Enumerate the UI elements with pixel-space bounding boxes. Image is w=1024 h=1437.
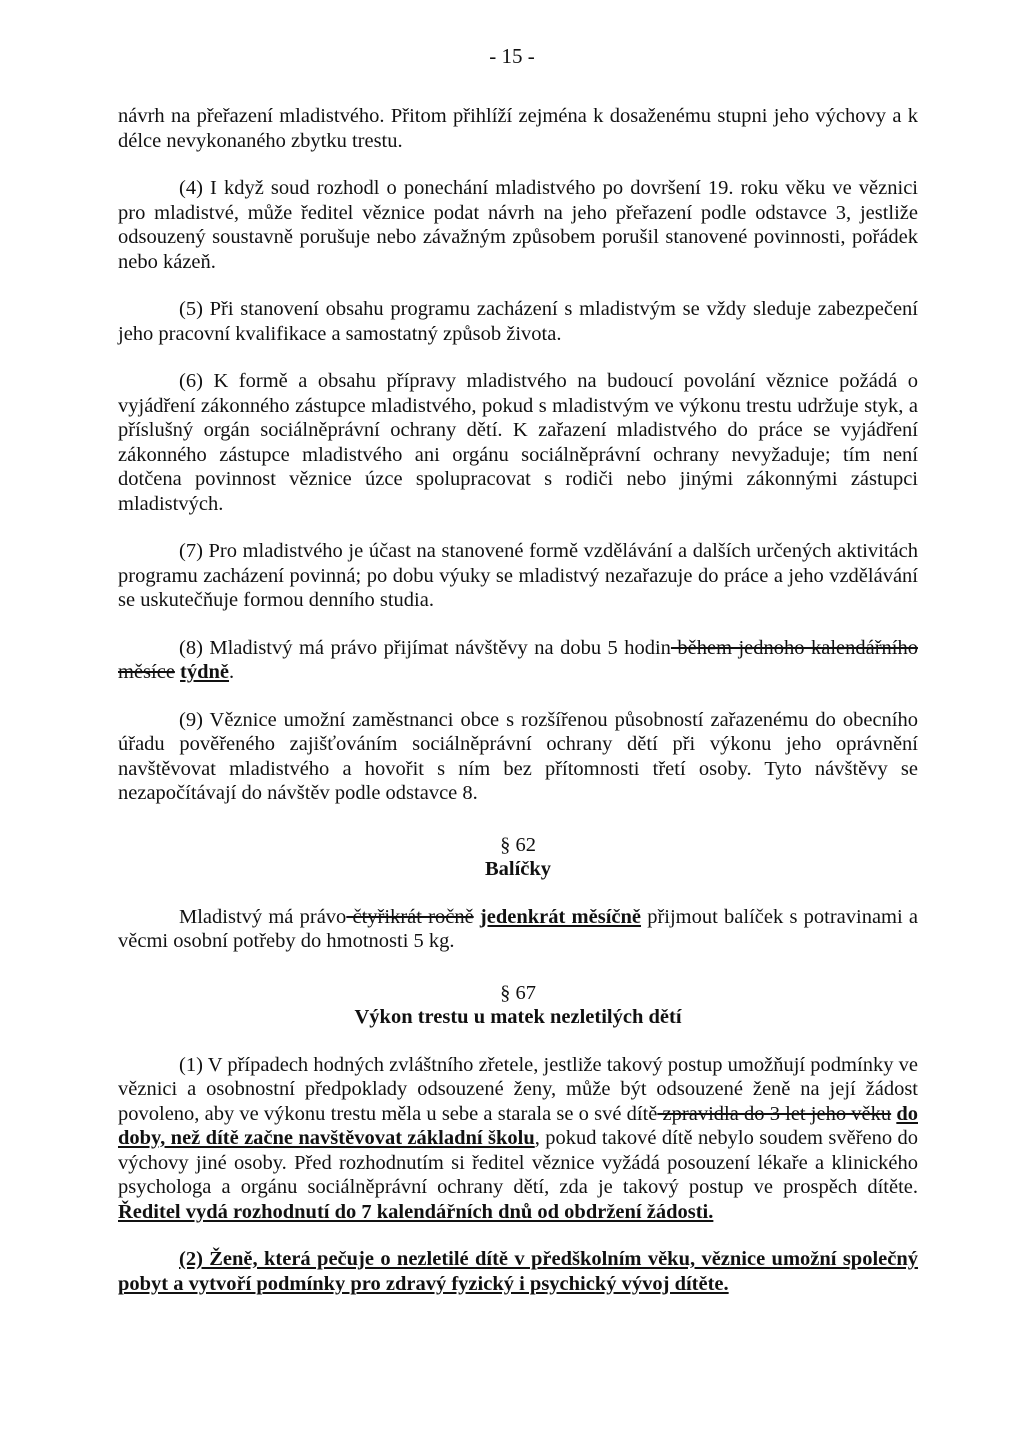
document-body <box>118 104 918 1296</box>
section-67-title: Výkon trestu u matek nezletilých dětí <box>354 1006 682 1028</box>
paragraph-9: (9) Věznice umožní zaměstnanci obce s rozšířenou působností zařazenému do obecního úřadu pověřeného zajišťováním sociálněprávní ochrany dětí při výkonu jeho oprávnění navštěvovat mladistvého a hovořit s ním bez přítomnosti třetí osoby. Tyto návštěvy se nezapočítávají do návštěv podle odstavce 8. <box>118 708 918 804</box>
inserted-text: jedenkrát měsíčně <box>479 905 641 928</box>
section-67-number: § 67 <box>500 981 536 1004</box>
page-number: - 15 - <box>489 44 535 68</box>
inserted-text: do doby, než dítě začne navštěvovat základní školu <box>118 1102 918 1149</box>
inserted-text-end: Ředitel vydá rozhodnutí do 7 kalendářních dnů od obdržení žádosti. <box>118 1200 714 1223</box>
paragraph-6: (6) K formě a obsahu přípravy mladistvého na budoucí povolání věznice požádá o vyjádření zákonného zástupce mladistvého, pokud s mladistvým ve výkonu trestu udržuje styk, a příslušný orgán sociálněprávní ochrany dětí. K zařazení mladistvého do práce se vyjádření zákonného zástupce mladistvého ani orgánu sociálněprávní ochrany nevyžaduje; tím není dotčena povinnost věznice úzce spolupracovat s rodiči nebo jinými zákonnými zástupci mladistvých. <box>118 370 918 515</box>
section-67-p1-b: , pokud takové dítě nebylo soudem svěřeno do výchovy jiné osoby. Před rozhodnutím si ředitel věznice vyžádá posouzení lékaře a klinického psychologa a orgánu sociálněprávní ochrany dětí, zda je takový postup ve prospěch dítěte. <box>118 1127 919 1198</box>
inserted-text: týdně <box>180 661 230 683</box>
paragraph-7: (7) Pro mladistvého je účast na stanovené formě vzdělávání a dalších určených aktivitách programu zacházení povinná; po dobu výuky se mladistvý nezařazuje do práce a jeho vzdělávání se uskutečňuje formou denního studia. <box>118 540 918 611</box>
paragraph-5: (5) Při stanovení obsahu programu zacházení s mladistvým se vždy sleduje zabezpečení jeho pracovní kvalifikace a samostatný způsob života. <box>118 298 918 345</box>
intro-paragraph: návrh na přeřazení mladistvého. Přitom přihlíží zejména k dosaženému stupni jeho výchovy a k délce nevykonaného zbytku trestu. <box>118 105 918 152</box>
section-62-title: Balíčky <box>484 858 552 880</box>
deleted-text: zpravidla do 3 let jeho věku <box>657 1102 892 1125</box>
section-62-number: § 62 <box>500 833 536 856</box>
section-62-paragraph <box>118 905 918 954</box>
section-67-paragraph-2: (2) Ženě, která pečuje o nezletilé dítě v předškolním věku, věznice umožní společný pobyt a vytvoří podmínky pro zdravý fyzický i psychický vývoj dítěte. <box>118 1248 918 1295</box>
section-67-p1-a: (1) V případech hodných zvláštního zřetele, jestliže takový postup umožňují podmínky ve věznici a osobnostní předpoklady odsouzené ženy, může být odsouzené ženě na její žádost povoleno, aby ve výkonu trestu měla u sebe a starala se o své dítě <box>118 1053 918 1125</box>
deleted-text: během jednoho kalendářního měsíce <box>118 636 919 683</box>
section-67-paragraph-1 <box>118 1053 918 1225</box>
paragraph-4: (4) I když soud rozhodl o ponechání mladistvého po dovršení 19. roku věku ve věznici pro mladistvé, může ředitel věznice podat návrh na jeho přeřazení podle odstavce 3, jestliže odsouzený soustavně porušuje nebo závažným způsobem porušil stanovené povinnosti, pořádek nebo kázeň. <box>118 177 918 273</box>
paragraph-8-text: (8) Mladistvý má právo přijímat návštěvy na dobu 5 hodin <box>179 636 671 659</box>
paragraph-8-end: . <box>229 661 235 683</box>
section-62-text-b: přijmout balíček s potravinami a věcmi osobní potřeby do hmotnosti 5 kg. <box>118 905 919 952</box>
deleted-text: čtyřikrát ročně <box>346 905 474 928</box>
paragraph-8 <box>118 636 918 685</box>
section-62-text-a: Mladistvý má právo <box>179 905 347 928</box>
